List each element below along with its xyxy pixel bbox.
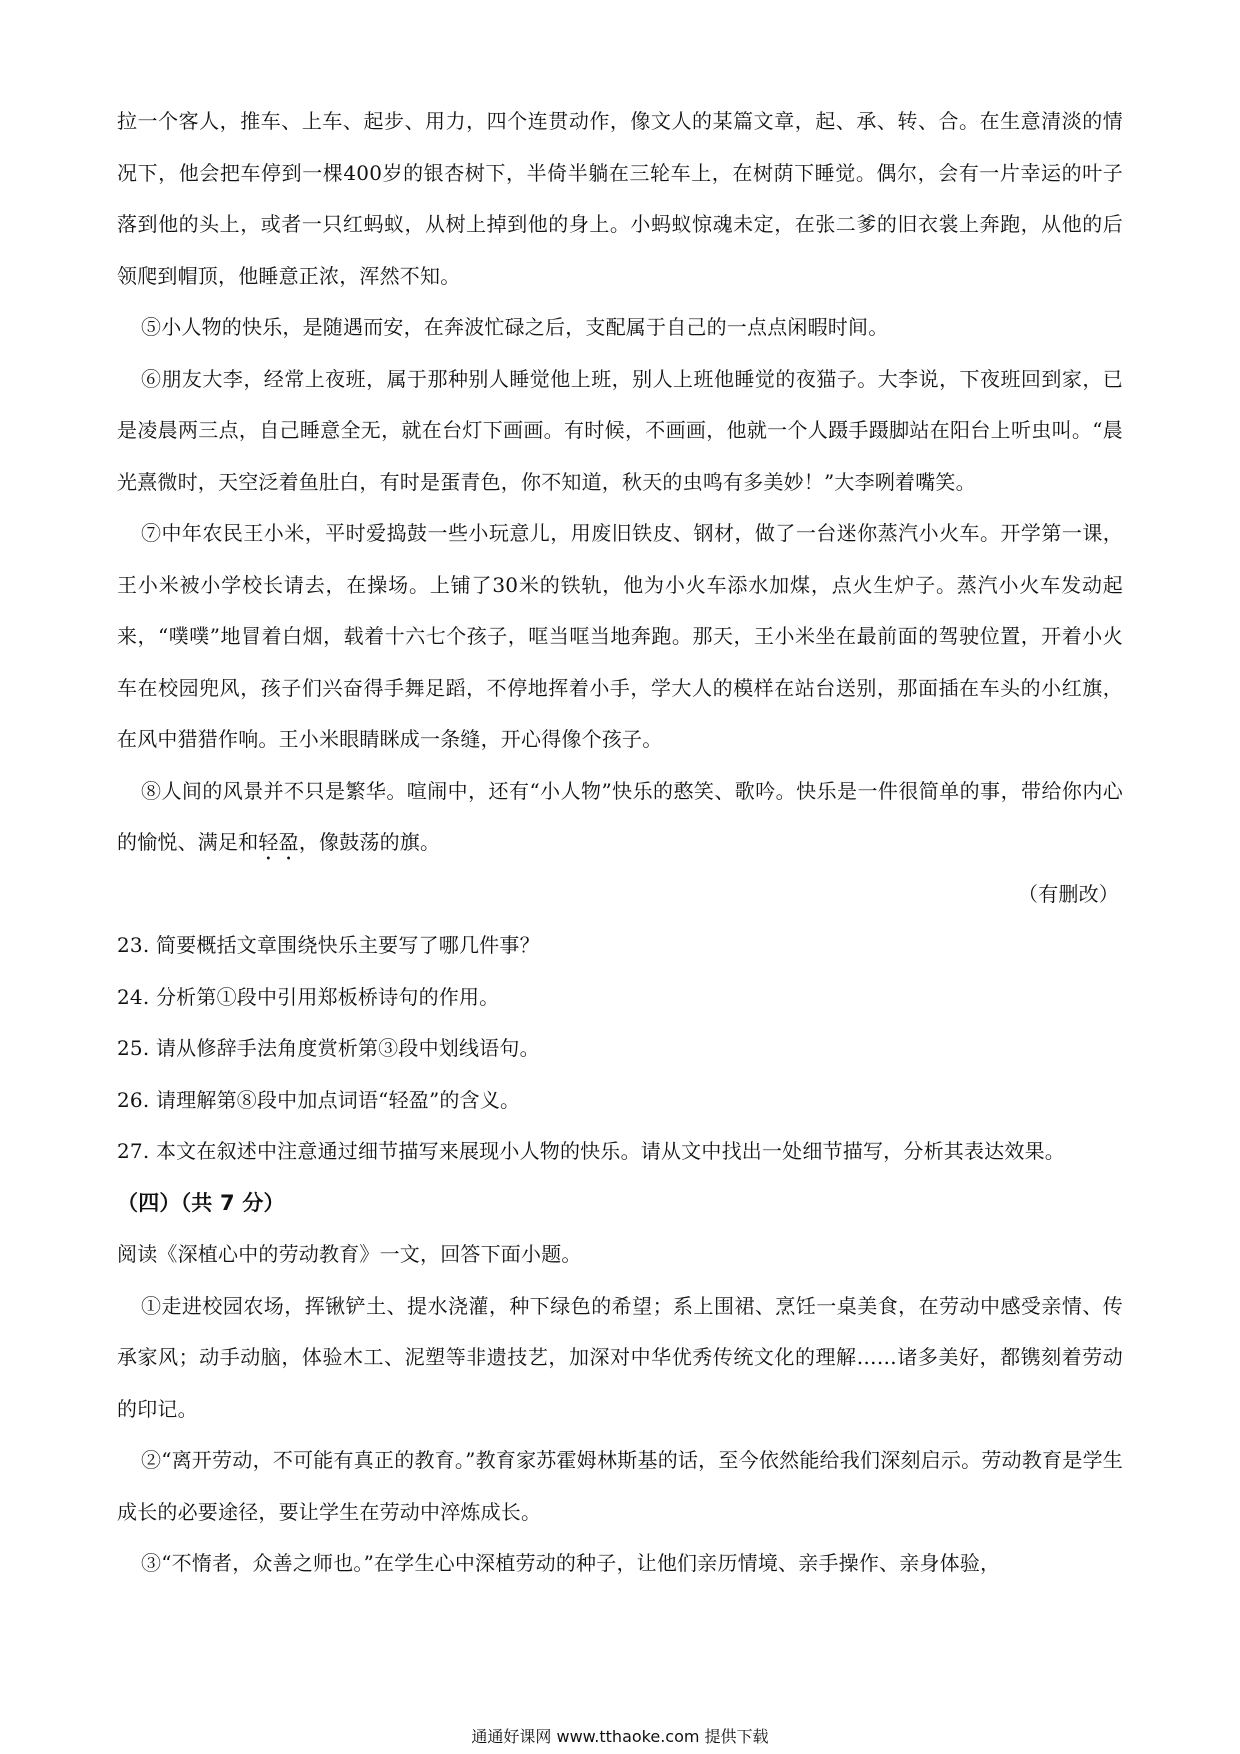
question-24: 24. 分析第①段中引用郑板桥诗句的作用。	[117, 984, 500, 1009]
section-instruction: 阅读《深植心中的劳动教育》一文，回答下面小题。	[117, 1242, 582, 1266]
question-27: 27. 本文在叙述中注意通过细节描写来展现小人物的快乐。请从文中找出一处细节描写，分析其表达效果。	[117, 1139, 1065, 1163]
question-25: 25. 请从修辞手法角度赏析第③段中划线语句。	[117, 1036, 540, 1060]
section4-paragraph-1: ①走进校园农场，挥锹铲土、提水浇灌，种下绿色的希望；系上围裙、烹饪一桌美食，在劳动中感受亲情、传承家风；动手动脑，体验木工、泥塑等非遗技艺，加深对中华优秀传统文化的理解……诸多美好，都镌刻着劳动的印记。	[117, 1293, 1123, 1421]
section4-paragraph-2: ②“离开劳动，不可能有真正的教育。”教育家苏霍姆林斯基的话，至今依然能给我们深刻启示。劳动教育是学生成长的必要途径，要让学生在劳动中淬炼成长。	[117, 1448, 1123, 1524]
question-26: 26. 请理解第⑧段中加点词语“轻盈”的含义。	[117, 1087, 521, 1112]
document-page	[117, 96, 1123, 1590]
question-23: 23. 简要概括文章围绕快乐主要写了哪几件事？	[117, 933, 540, 957]
paragraph-8-text: ⑧人间的风景并不只是繁华。喧闹中，还有“小人物”快乐的憨笑、歌吟。快乐是一件很简单的事，带给你内心的愉悦、满足和	[117, 778, 1123, 854]
paragraph-7: ⑦中年农民王小米，平时爱捣鼓一些小玩意儿，用废旧铁皮、钢材，做了一台迷你蒸汽小火车。开学第一课，王小米被小学校长请去，在操场。上铺了30米的铁轨，他为小火车添水加煤，点火生炉子。蒸汽小火车发动起来，“噗噗”地冒着白烟，载着十六七个孩子，哐当哐当地奔跑。那天，王小米坐在最前面的驾驶位置，开着小火车在校园兜风，孩子们兴奋得手舞足蹈，不停地挥着小手，学大人的模样在站台送别，那面插在车头的小红旗，在风中猎猎作响。王小米眼睛眯成一条缝，开心得像个孩子。	[117, 521, 1123, 751]
emphasized-word: 轻盈	[258, 830, 299, 854]
section4-paragraph-3: ③“不惰者，众善之师也。”在学生心中深植劳动的种子，让他们亲历情境、亲手操作、亲身体验，	[141, 1551, 1001, 1575]
paragraph-5: ⑤小人物的快乐，是随遇而安，在奔波忙碌之后，支配属于自己的一点点闲暇时间。	[141, 315, 889, 339]
paragraph-8	[117, 766, 1123, 869]
page-footer: 通通好课网 www.tthaoke.com 提供下载	[471, 1727, 769, 1746]
paragraph-4-continued: 拉一个客人，推车、上车、起步、用力，四个连贯动作，像文人的某篇文章，起、承、转、合。在生意清淡的情况下，他会把车停到一棵400岁的银杏树下，半倚半躺在三轮车上，在树荫下睡觉。偶尔，会有一片幸运的叶子落到他的头上，或者一只红蚂蚁，从树上掉到他的身上。小蚂蚁惊魂未定，在张二爹的旧衣裳上奔跑，从他的后领爬到帽顶，他睡意正浓，浑然不知。	[117, 109, 1123, 288]
paragraph-6: ⑥朋友大李，经常上夜班，属于那种别人睡觉他上班，别人上班他睡觉的夜猫子。大李说，下夜班回到家，已是凌晨两三点，自己睡意全无，就在台灯下画画。有时候，不画画，他就一个人蹑手蹑脚站在阳台上听虫叫。“晨光熹微时，天空泛着鱼肚白，有时是蛋青色，你不知道，秋天的虫鸣有多美妙！”大李咧着嘴笑。	[117, 366, 1123, 494]
section-heading: （四）（共 7 分）	[117, 1190, 285, 1215]
source-note: （有删改）	[1018, 881, 1119, 906]
paragraph-8-end: ，像鼓荡的旗。	[298, 830, 441, 854]
